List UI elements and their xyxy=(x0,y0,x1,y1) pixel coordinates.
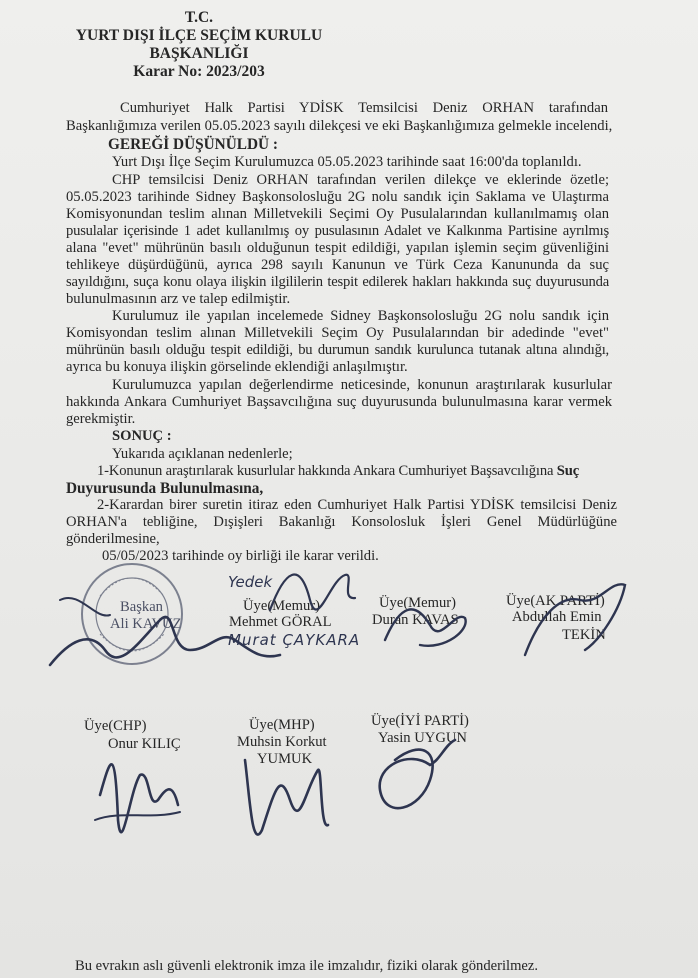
chp-line-4: pusulalar içerisinde 1 adet kullanılmış oy pusulasının Adalet ve Kalkınma Partisine ayrılmış xyxy=(66,223,609,239)
intro-line-2: Başkanlığımıza verilen 05.05.2023 sayılı dilekçesi ve eki Başkanlığımıza gelmekle incelendi, xyxy=(66,118,613,134)
item2-line-3: gönderilmesine, xyxy=(66,531,160,547)
sig-member6-name: Yasin UYGUN xyxy=(378,730,467,746)
chp-line-5: alana "evet" mührünün basılı olduğunun tespit edildiği, yapılan işlemin seçim güvenliğini xyxy=(66,240,609,256)
sig-member6-role: Üye(İYİ PARTİ) xyxy=(371,713,469,729)
chp-line-3: Komisyonundan teslim alınan Milletvekili Seçimi Oy Pusulalarından kullanılmamış olan xyxy=(66,206,609,222)
sonuc-intro: Yukarıda açıklanan nedenlerle; xyxy=(112,446,293,462)
chp-line-6: tehlikeye düşürdüğünü, ayrıca 298 sayılı Kanunun ve Türk Ceza Kanununda da suç xyxy=(66,257,609,273)
sig-member2-name: Duran KAVAS xyxy=(372,612,459,628)
sonuc-heading: SONUÇ : xyxy=(112,428,172,444)
evaluation-line-2: hakkında Ankara Cumhuriyet Başsavcılığına suç duyurusunda bulunulmasına karar vermek xyxy=(66,394,612,410)
sig-president-role: Başkan xyxy=(120,599,163,615)
sig-member2-role: Üye(Memur) xyxy=(379,595,456,611)
evaluation-line-1: Kurulumuzca yapılan değerlendirme neticesinde, konunun araştırılarak kusurlular xyxy=(112,377,612,393)
header-tc: T.C. xyxy=(184,9,214,26)
member5-signature xyxy=(245,760,328,835)
member2-signature xyxy=(385,609,466,645)
chp-line-2: 05.05.2023 tarihinde Sidney Başkonsolosluğu 2G nolu sandık için Saklama ve Ulaştırma xyxy=(66,189,609,205)
inspection-line-4: ayrıca bu konuya ilişkin görselinde eklendiği anlaşılmıştır. xyxy=(66,359,408,375)
inspection-line-2: Komisyondan teslim alınan Milletvekili Seçim Oy Pusulalarından bir adedinde "evet" xyxy=(66,325,609,341)
header-council: YURT DIŞI İLÇE SEÇİM KURULU xyxy=(75,27,323,44)
sig-member5-role: Üye(MHP) xyxy=(249,717,315,733)
president-signature xyxy=(50,617,280,665)
chp-line-1: CHP temsilcisi Deniz ORHAN tarafından verilen dilekçe ve eklerinde özetle; xyxy=(112,172,609,188)
sig-member3-name: Abdullah Emin xyxy=(512,609,602,625)
chp-line-7: sayıldığını, suça konu olaya ilişkin ilgililerin tespit edilerek hakları hakkında suç duyurusunda xyxy=(66,274,609,290)
intro-line-1: Cumhuriyet Halk Partisi YDİSK Temsilcisi Deniz ORHAN tarafından xyxy=(120,100,608,116)
meeting-text: Yurt Dışı İlçe Seçim Kurulumuzca 05.05.2023 tarihinde saat 16:00'da toplanıldı. xyxy=(112,154,582,170)
header-decision-no: Karar No: 2023/203 xyxy=(133,63,265,80)
gerekci-heading: GEREĞİ DÜŞÜNÜLDÜ : xyxy=(108,136,278,153)
handwritten-name: Murat ÇAYKARA xyxy=(228,631,361,649)
sig-president-name: Ali KAVUZ xyxy=(110,616,182,632)
item1-text: 1-Konunun araştırılarak kusurlular hakkında Ankara Cumhuriyet Başsavcılığına xyxy=(97,463,557,479)
closing-text: 05/05/2023 tarihinde oy birliği ile karar verildi. xyxy=(102,548,379,564)
sig-member3-role: Üye(AK PARTİ) xyxy=(506,593,605,609)
member4-signature xyxy=(100,764,178,832)
inspection-line-3: mührünün basılı olduğu tespit edildiği, bu durumun sandık kurulunca tutanak altına alındığı, xyxy=(66,342,609,358)
member1-signature xyxy=(270,575,355,610)
sig-member5-name: Muhsin Korkut xyxy=(237,734,327,750)
item2-line-2: ORHAN'a tebliğine, Dışişleri Bakanlığı Konsolosluk İşleri Genel Müdürlüğüne xyxy=(66,514,617,530)
sig-member4-name: Onur KILIÇ xyxy=(108,736,181,752)
member3-signature xyxy=(525,584,625,655)
sig-member1-prefix: Yedek xyxy=(228,573,273,591)
header-presidency: BAŞKANLIĞI xyxy=(149,45,249,62)
sig-member3-name2: TEKİN xyxy=(562,627,606,643)
item1-bold: Suç xyxy=(556,463,580,479)
sig-member1-name: Mehmet GÖRAL xyxy=(229,614,332,630)
chp-line-8: bulunulmasının arz ve talep edilmiştir. xyxy=(66,291,291,307)
item1-line-2: Duyurusunda Bulunulmasına, xyxy=(66,480,264,497)
footer-note: Bu evrakın aslı güvenli elektronik imza ile imzalıdır, fiziki olarak gönderilmez. xyxy=(75,958,539,974)
member6-signature xyxy=(380,740,455,808)
inspection-line-1: Kurulumuz ile yapılan incelemede Sidney Başkonsolosluğu 2G nolu sandık için xyxy=(112,308,609,324)
evaluation-line-3: gerekmiştir. xyxy=(66,411,136,427)
sig-member4-role: Üye(CHP) xyxy=(84,718,147,734)
sig-member5-name2: YUMUK xyxy=(257,751,313,767)
item2-line-1: 2-Karardan birer suretin itiraz eden Cumhuriyet Halk Partisi YDİSK temsilcisi Deniz xyxy=(97,497,617,513)
sig-member1-role: Üye(Memur) xyxy=(243,598,320,614)
